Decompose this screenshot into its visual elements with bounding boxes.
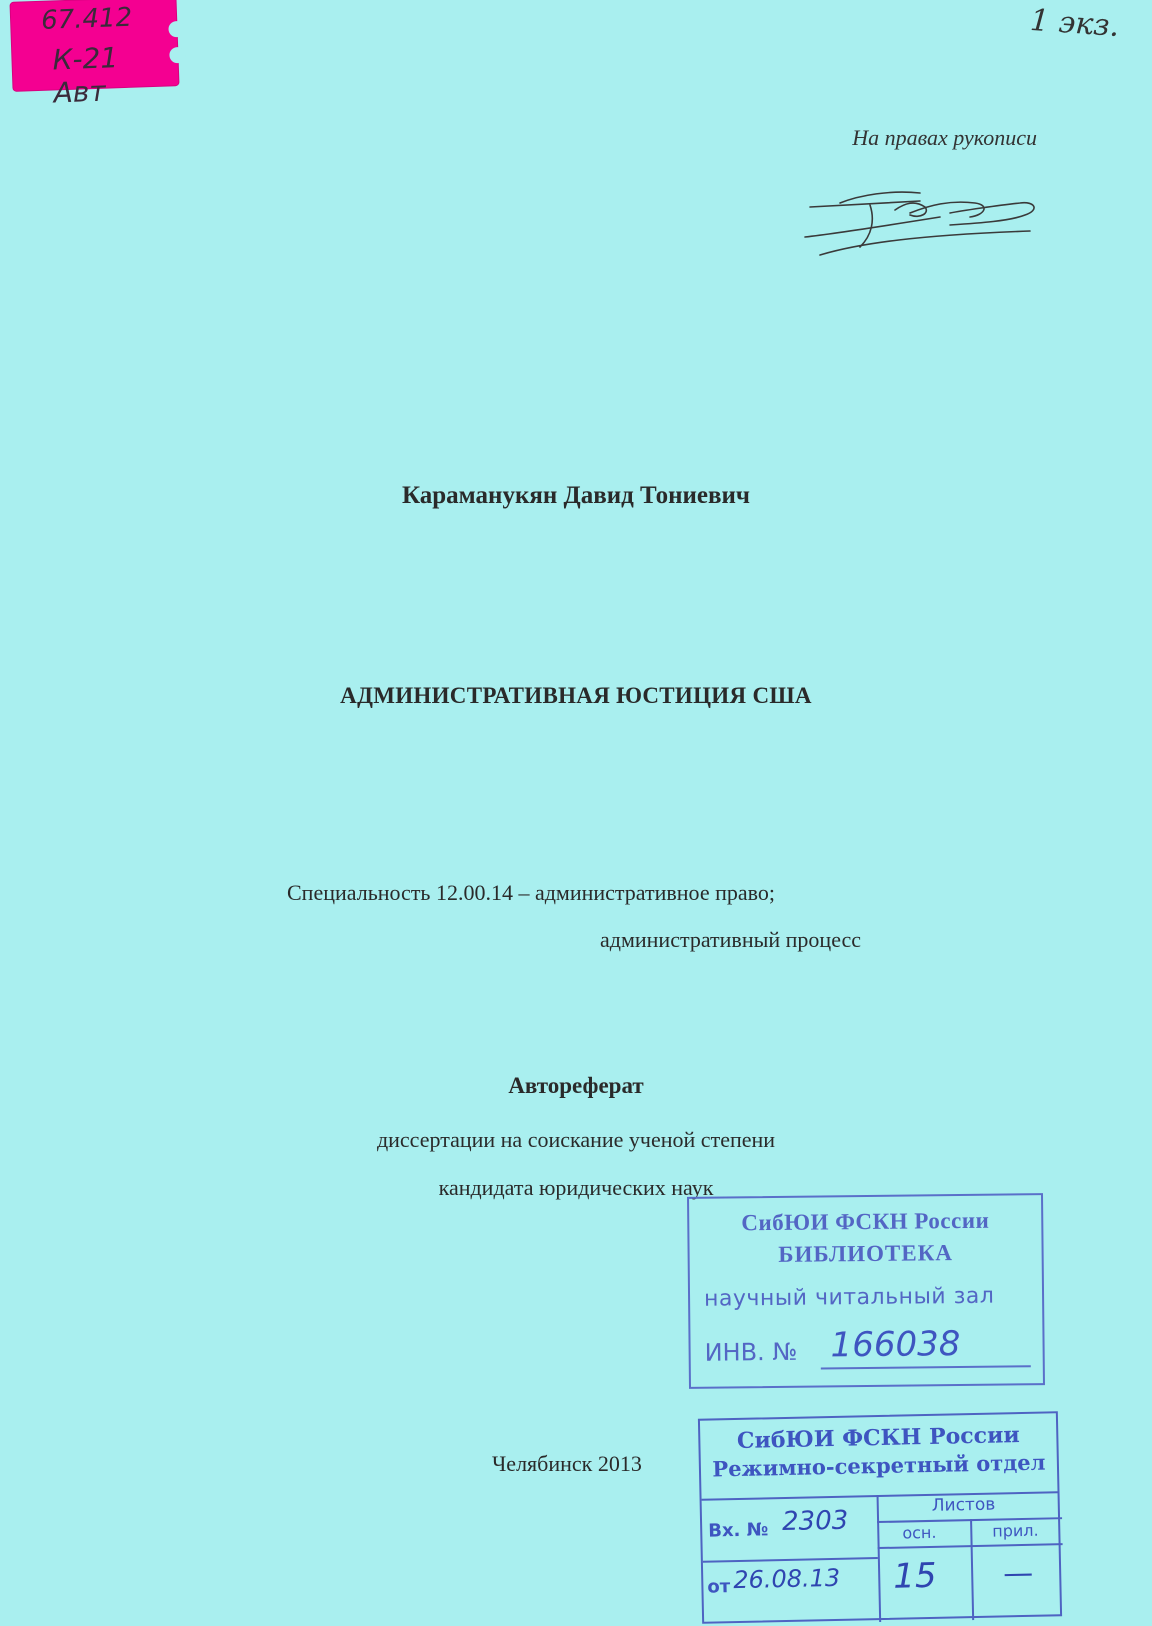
registry-incoming-value: 2303 <box>781 1505 849 1538</box>
registry-date-value: 26.08.13 <box>732 1563 841 1595</box>
library-sticker <box>11 0 179 110</box>
registry-stamp-org: СибЮИ ФСКН России <box>736 1422 1020 1454</box>
registry-stamp-dept: Режимно-секретный отдел <box>712 1449 1046 1482</box>
document-type: Автореферат <box>508 1073 644 1098</box>
specialty-line-1: Специальность 12.00.14 – административное право; <box>287 880 775 905</box>
library-stamp-underline <box>821 1365 1031 1369</box>
rights-line: На правах рукописи <box>852 125 1037 150</box>
sticker-notch <box>168 21 185 38</box>
author-name: Караманукян Давид Тониевич <box>401 482 750 509</box>
registry-divider <box>703 1557 878 1563</box>
city-year: Челябинск 2013 <box>492 1451 642 1476</box>
library-stamp-inv-value: 166038 <box>830 1324 961 1366</box>
library-stamp-inv-label: ИНВ. № <box>704 1337 798 1367</box>
library-stamp-room: научный читальный зал <box>703 1283 995 1312</box>
registry-sheets-label: Листов <box>931 1494 996 1516</box>
handwritten-copy-note: 1 экз. <box>1028 2 1121 45</box>
degree-line-2: кандидата юридических наук <box>438 1175 714 1200</box>
library-stamp <box>687 1193 1045 1389</box>
library-stamp-dept: БИБЛИОТЕКА <box>778 1240 954 1267</box>
registry-stamp <box>698 1411 1062 1623</box>
dissertation-title: АДМИНИСТРАТИВНАЯ ЮСТИЦИЯ США <box>340 683 812 708</box>
signature-icon <box>800 185 1050 265</box>
registry-appendix-value: — <box>1002 1555 1034 1592</box>
registry-divider <box>970 1519 974 1620</box>
degree-line-1: диссертации на соискание ученой степени <box>376 1127 776 1152</box>
registry-date-label: от <box>707 1576 731 1598</box>
registry-main-label: осн. <box>902 1522 937 1543</box>
registry-appendix-label: прил. <box>992 1520 1039 1541</box>
sticker-notch <box>169 47 186 64</box>
library-stamp-org: СибЮИ ФСКН России <box>741 1207 990 1236</box>
sticker-shelfmark: К-21 Авт <box>51 41 119 110</box>
specialty-line-2: административный процесс <box>600 927 862 952</box>
sticker-code: 67.412 <box>40 2 133 36</box>
registry-main-value: 15 <box>892 1555 937 1597</box>
registry-incoming-label: Вх. № <box>708 1519 769 1542</box>
registry-divider <box>702 1491 1058 1500</box>
